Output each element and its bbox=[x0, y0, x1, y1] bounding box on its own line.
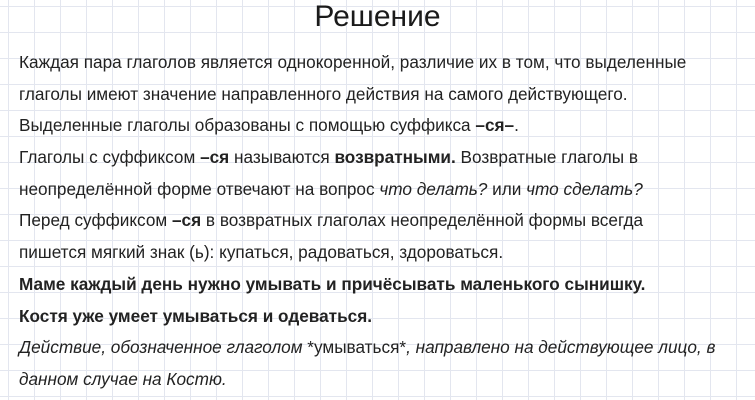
note-verb: *умываться* bbox=[307, 337, 407, 358]
note-line-1 bbox=[19, 332, 744, 364]
question-1: что делать? bbox=[379, 178, 488, 199]
paragraph-3-text-4: неопределённой форме отвечают на вопрос bbox=[19, 178, 380, 199]
paragraph-4-text-2: в возвратных глаголах неопределённой формы всегда bbox=[201, 210, 644, 231]
example-sentence-2: Костя уже умеет умываться и одеваться. bbox=[19, 305, 373, 326]
paragraph-2-text: Выделенные глаголы образованы с помощью суффикса bbox=[19, 115, 476, 136]
paragraph-3-text-2: называются bbox=[229, 147, 335, 168]
paragraph-4-line-2: пишется мягкий знак (ь): купаться, радоваться, здороваться. bbox=[19, 242, 504, 263]
page-title: Решение bbox=[314, 0, 441, 33]
paragraph-4-text-1: Перед суффиксом bbox=[19, 210, 172, 231]
paragraph-4-line-1 bbox=[19, 205, 744, 237]
paragraph-3-line-2 bbox=[19, 174, 744, 206]
question-2: что сделать? bbox=[526, 178, 643, 199]
paragraph-2-end: . bbox=[514, 115, 519, 136]
paragraph-3-text-5: или bbox=[487, 178, 527, 199]
paragraph-3-text-1: Глаголы с суффиксом bbox=[19, 147, 201, 168]
solution-text bbox=[19, 47, 744, 396]
example-sentence-1: Маме каждый день нужно умывать и причёсывать маленького сынишку. bbox=[19, 273, 646, 294]
note-line-2: данном случае на Костю. bbox=[19, 368, 227, 389]
paragraph-1-line-1: Каждая пара глаголов является однокоренной, различие их в том, что выделенные bbox=[19, 52, 687, 72]
note-text-2: , направлено на действующее лицо, в bbox=[406, 337, 716, 358]
suffix-highlight: –ся– bbox=[475, 115, 515, 136]
note-text-1: Действие, обозначенное глаголом bbox=[19, 337, 308, 358]
suffix-highlight: –ся bbox=[171, 210, 202, 231]
paragraph-3-line-1 bbox=[19, 142, 744, 174]
suffix-highlight: –ся bbox=[200, 147, 230, 168]
term-reflexive: возвратными. bbox=[334, 147, 456, 168]
paragraph-2 bbox=[19, 110, 744, 142]
paragraph-1-line-2: глаголы имеют значение направленного действия на самого действующего. bbox=[19, 83, 628, 104]
paragraph-3-text-3: Возвратные глаголы в bbox=[455, 147, 639, 168]
